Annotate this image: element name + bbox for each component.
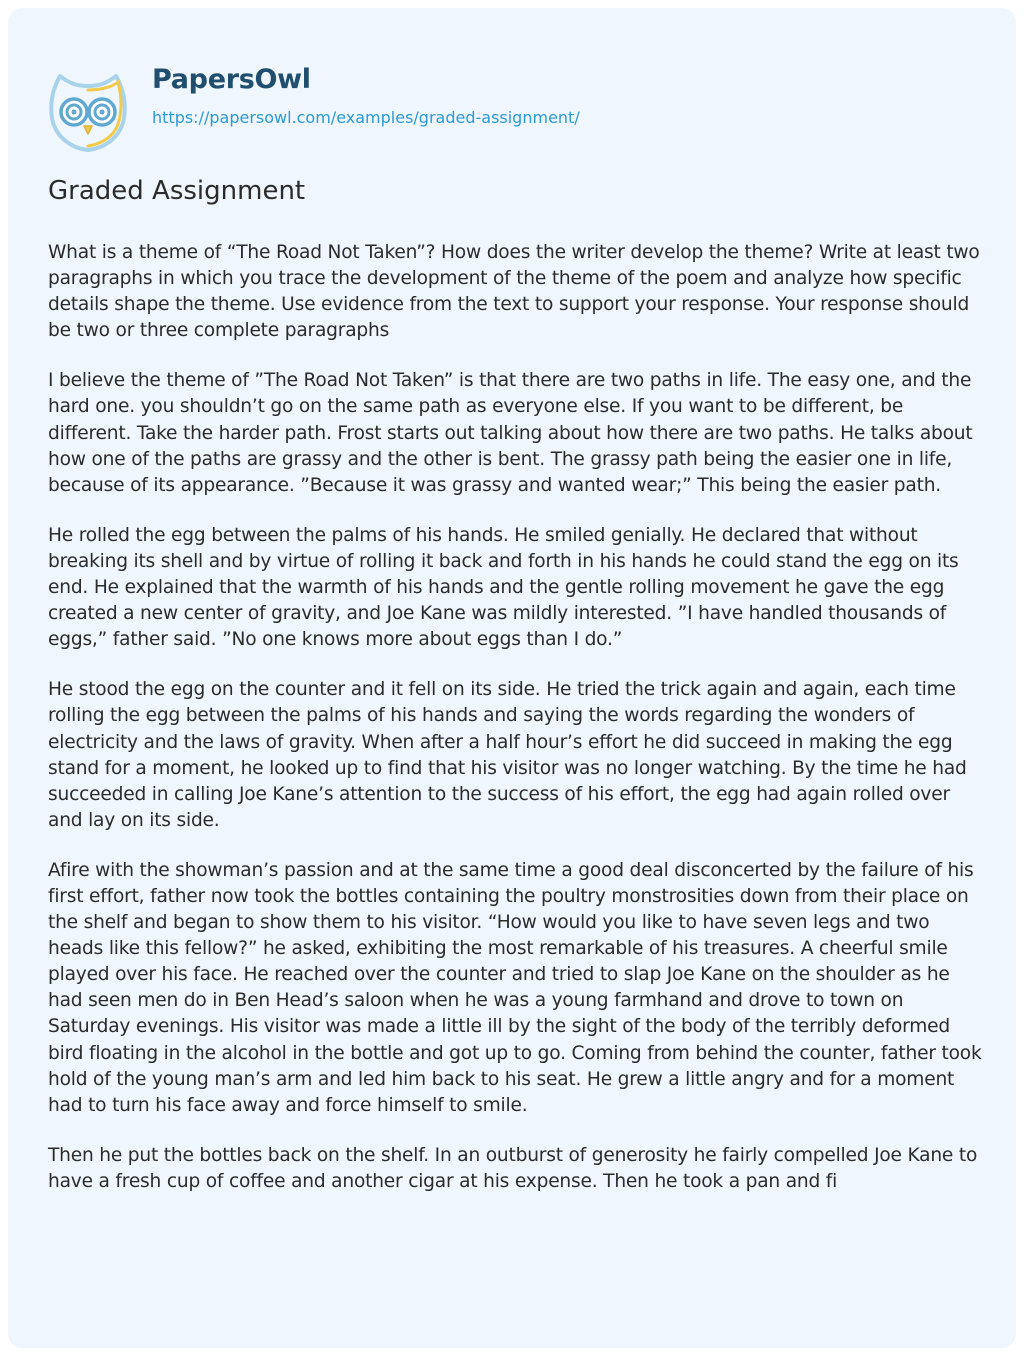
site-header	[48, 60, 948, 150]
owl-logo-icon[interactable]	[48, 70, 128, 152]
document-card	[8, 8, 1016, 1348]
essay-paragraph: He rolled the egg between the palms of his hands. He smiled genially. He declared that without breaking its shell and by virtue of rolling it back and forth in his hands he could stand the egg on its end. He explained that the warmth of his hands and the gentle rolling movement he gave the egg created a new center of gravity, and Joe Kane was mildly interested. ”I have handled thousands of eggs,” father said. ”No one knows more about eggs than I do.”	[48, 524, 959, 651]
essay-paragraph: Afire with the showman’s passion and at the same time a good deal disconcerted by the failure of his first effort, father now took the bottles containing the poultry monstrosities down from their place on the shelf and began to show them to his visitor. “How would you like to have seven legs and two heads like this fellow?” he asked, exhibiting the most remarkable of his treasures. A cheerful smile played over his face. He reached over the counter and tried to slap Joe Kane on the shoulder as he had seen men do in Ben Head’s saloon when he was a young farmhand and drove to town on Saturday evenings. His visitor was made a little ill by the sight of the body of the terribly deformed bird floating in the alcohol in the bottle and got up to go. Coming from behind the counter, father took hold of the young man’s arm and led him back to his seat. He grew a little angry and for a moment had to turn his face away and force himself to smile.	[48, 859, 982, 1116]
essay-body	[48, 240, 988, 1219]
essay-paragraph: Then he put the bottles back on the shelf. In an outburst of generosity he fairly compelled Joe Kane to have a fresh cup of coffee and another cigar at his expense. Then he took a pan and fi	[48, 1144, 978, 1192]
page-url-link[interactable]: https://papersowl.com/examples/graded-assignment/	[152, 108, 580, 127]
essay-paragraph: What is a theme of “The Road Not Taken”? How does the writer develop the theme? Write at least two paragraphs in which you trace the development of the theme of the poem and analyze how specific details shape the theme. Use evidence from the text to support your response. Your response should be two or three complete paragraphs	[48, 242, 980, 342]
brand-name[interactable]: PapersOwl	[152, 64, 311, 95]
essay-paragraph: I believe the theme of ”The Road Not Taken” is that there are two paths in life. The easy one, and the hard one. you shouldn’t go on the same path as everyone else. If you want to be different, be different. Take the harder path. Frost starts out talking about how there are two paths. He talks about how one of the paths are grassy and the other is bent. The grassy path being the easier one in life, because of its appearance. ”Because it was grassy and wanted wear;” This being the easier path.	[48, 370, 973, 496]
page-title: Graded Assignment	[48, 176, 306, 206]
essay-paragraph: He stood the egg on the counter and it fell on its side. He tried the trick again and again, each time rolling the egg between the palms of his hands and saying the words regarding the wonders of electricity and the laws of gravity. When after a half hour’s effort he did succeed in making the egg stand for a moment, he looked up to find that his visitor was no longer watching. By the time he had succeeded in calling Joe Kane’s attention to the success of his effort, the egg had again rolled over and lay on its side.	[48, 679, 967, 831]
